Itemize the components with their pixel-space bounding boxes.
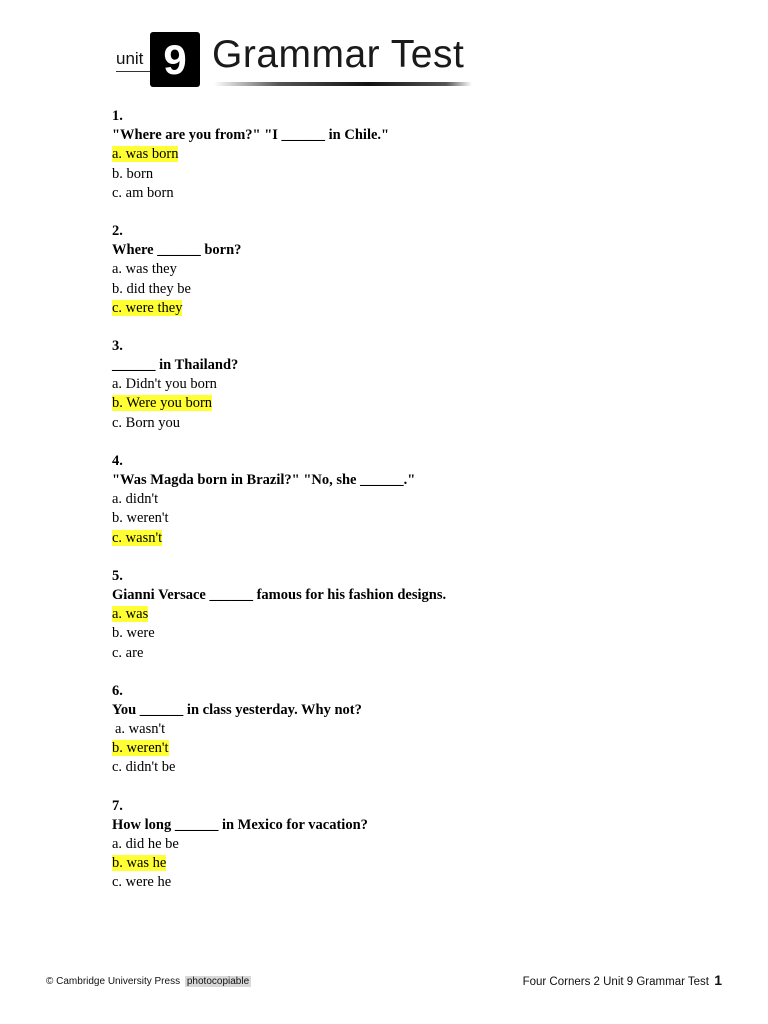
answer-option: b. weren't xyxy=(112,510,169,527)
question-1 xyxy=(112,107,672,203)
answer-option-highlighted: a. was born xyxy=(112,146,179,163)
question-prompt: How long ______ in Mexico for vacation? xyxy=(112,816,368,833)
page-title: Grammar Test xyxy=(212,33,465,76)
answer-option-highlighted: c. wasn't xyxy=(112,529,163,546)
question-number: 1. xyxy=(112,108,123,124)
answer-option: c. didn't be xyxy=(112,759,176,776)
unit-underline xyxy=(116,71,150,72)
answer-option: c. am born xyxy=(112,184,174,201)
answer-option: b. born xyxy=(112,165,154,182)
question-number: 7. xyxy=(112,797,123,814)
answer-option: b. were xyxy=(112,625,155,642)
answer-option: c. are xyxy=(112,644,144,661)
answer-option: a. Didn't you born xyxy=(112,376,217,393)
question-number: 3. xyxy=(112,337,123,354)
question-number: 2. xyxy=(112,222,123,239)
unit-label: unit xyxy=(116,49,144,68)
answer-option: a. didn't xyxy=(112,491,159,508)
answer-option: a. was they xyxy=(112,261,177,278)
copyright-text: © Cambridge University Press xyxy=(46,976,181,987)
answer-option: c. were he xyxy=(112,874,172,891)
question-number: 4. xyxy=(112,452,123,469)
question-3 xyxy=(112,337,672,433)
answer-option-highlighted: b. was he xyxy=(112,855,167,872)
question-4 xyxy=(112,452,672,548)
answer-option: a. did he be xyxy=(112,836,179,852)
question-prompt: "Was Magda born in Brazil?" "No, she ______." xyxy=(112,472,416,488)
question-7 xyxy=(112,797,672,893)
unit-number-badge: 9 xyxy=(150,32,200,87)
question-prompt: ______ in Thailand? xyxy=(112,357,239,374)
footer-book-info xyxy=(523,972,722,988)
title-underline-bar xyxy=(214,82,472,86)
footer-copyright xyxy=(46,976,251,987)
question-prompt: "Where are you from?" "I ______ in Chile." xyxy=(112,127,390,144)
page-number: 1 xyxy=(714,972,722,988)
answer-option: a. wasn't xyxy=(115,721,166,738)
answer-option-highlighted: a. was xyxy=(112,606,149,623)
photocopiable-label: photocopiable xyxy=(186,976,250,987)
footer-book-title: Four Corners 2 Unit 9 Grammar Test xyxy=(522,976,709,988)
test-header xyxy=(112,30,482,92)
answer-option-highlighted: b. Were you born xyxy=(112,395,213,412)
answer-option-highlighted: b. weren't xyxy=(112,740,169,757)
question-6 xyxy=(112,682,672,778)
answer-option: b. did they be xyxy=(112,280,191,297)
question-prompt: Where ______ born? xyxy=(112,242,242,259)
question-5 xyxy=(112,567,672,663)
question-number: 6. xyxy=(112,682,123,699)
answer-option-highlighted: c. were they xyxy=(112,299,183,316)
question-2 xyxy=(112,222,672,318)
question-prompt: Gianni Versace ______ famous for his fashion designs. xyxy=(112,586,447,603)
question-list xyxy=(112,107,672,912)
answer-option: c. Born you xyxy=(112,414,181,431)
question-prompt: You ______ in class yesterday. Why not? xyxy=(112,701,362,718)
question-number: 5. xyxy=(112,567,123,584)
